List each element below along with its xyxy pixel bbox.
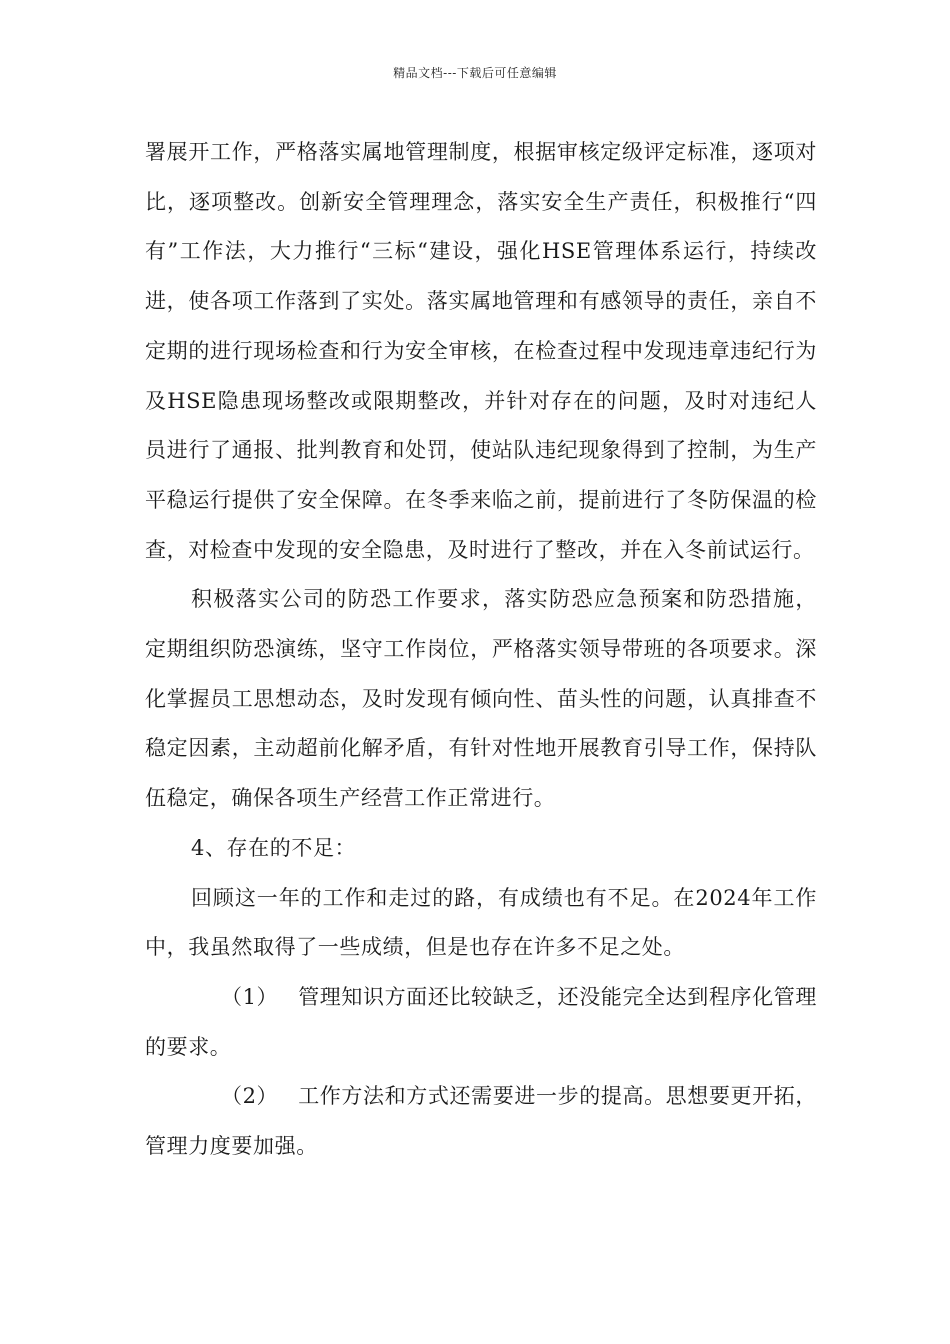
paragraph-continuation: 署展开工作，严格落实属地管理制度，根据审核定级评定标准，逐项对比，逐项整改。创新安全管理理念，落实安全生产责任，积极推行“四有”工作法，大力推行“三标“建设，强化HSE管理体系运行，持续改进，使各项工作落到了实处。落实属地管理和有感领导的责任，亲自不定期的进行现场检查和行为安全审核，在检查过程中发现违章违纪行为及HSE隐患现场整改或限期整改，并针对存在的问题，及时对违纪人员进行了通报、批判教育和处罚，使站队违纪现象得到了控制，为生产平稳运行提供了安全保障。在冬季来临之前，提前进行了冬防保温的检查，对检查中发现的安全隐患，及时进行了整改，并在入冬前试运行。: [145, 140, 817, 562]
paragraph-review: 回顾这一年的工作和走过的路，有成绩也有不足。在2024年工作中，我虽然取得了一些成绩，但是也存在许多不足之处。: [145, 885, 817, 960]
list-item: [145, 1072, 817, 1171]
list-item-text: 管理知识方面还比较缺乏，还没能完全达到程序化管理的要求。: [145, 984, 817, 1059]
page-header: 精品文档---下载后可任意编辑: [393, 66, 557, 80]
section-heading-shortcomings: 4、存在的不足：: [191, 835, 357, 860]
list-item-number: （2）: [221, 1084, 279, 1109]
list-item: [145, 973, 817, 1072]
document-body: [145, 128, 817, 1172]
paragraph-anti-terror: 积极落实公司的防恐工作要求，落实防恐应急预案和防恐措施，定期组织防恐演练，坚守工作岗位，严格落实领导带班的各项要求。深化掌握员工思想动态，及时发现有倾向性、苗头性的问题，认真排查不稳定因素，主动超前化解矛盾，有针对性地开展教育引导工作，保持队伍稳定，确保各项生产经营工作正常进行。: [145, 587, 817, 811]
list-item-text: 工作方法和方式还需要进一步的提高。思想要更开拓，管理力度要加强。: [145, 1084, 817, 1159]
list-item-number: （1）: [221, 984, 279, 1009]
